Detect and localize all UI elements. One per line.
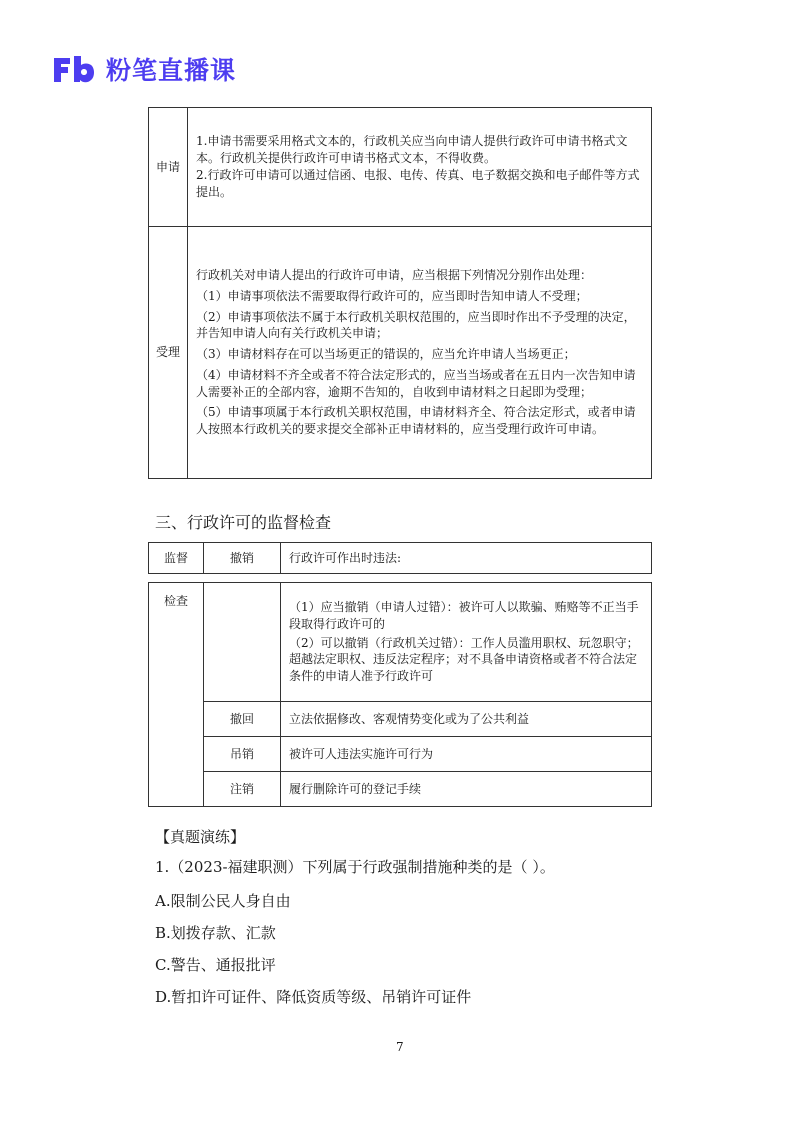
table-row: [149, 583, 652, 702]
question-text: 1.（2023-福建职测）下列属于行政强制措施种类的是（ ）。: [155, 858, 555, 876]
text-line: （1）应当撤销（申请人过错）：被许可人以欺骗、贿赂等不正当手段取得行政许可的: [289, 600, 639, 631]
cell: 吊销: [204, 737, 281, 772]
cell: [281, 583, 652, 702]
option-b: B.划拨存款、汇款: [155, 924, 276, 942]
cell: 立法依据修改、客观情势变化或为了公共利益: [281, 702, 652, 737]
cell: 行政许可作出时违法:: [281, 543, 652, 574]
table-row: [149, 702, 652, 737]
table-row: [149, 772, 652, 807]
row-content: [188, 108, 652, 227]
option-d: D.暂扣许可证件、降低资质等级、吊销许可证件: [155, 988, 472, 1006]
row-header: 检查: [149, 583, 204, 807]
text-line: 2.行政许可申请可以通过信函、电报、电传、传真、电子数据交换和电子邮件等方式提出。: [196, 168, 640, 199]
text-line: 1.申请书需要采用格式文本的，行政机关应当向申请人提供行政许可申请书格式文本。行政机关提供行政许可申请书格式文本，不得收费。: [196, 134, 628, 166]
inspection-table: [148, 582, 652, 807]
fb-logo-icon: [52, 54, 98, 84]
page-number: 7: [396, 1040, 404, 1054]
row-header: 申请: [149, 108, 188, 227]
cell: 注销: [204, 772, 281, 807]
supervision-table: [148, 542, 652, 574]
option-a: A.限制公民人身自由: [155, 892, 291, 910]
text-line: （4）申请材料不齐全或者不符合法定形式的，应当当场或者在五日内一次告知申请人需要补正的全部内容，逾期不告知的，自收到申请材料之日起即为受理；: [196, 367, 636, 399]
text-line: （2）申请事项依法不属于本行政机关职权范围的，应当即时作出不予受理的决定，并告知申请人向有关行政机关申请；: [196, 309, 636, 341]
table-row: [149, 737, 652, 772]
table-row: [149, 108, 652, 227]
cell: 监督: [149, 543, 204, 574]
row-content: [188, 227, 652, 479]
practice-title: 【真题演练】: [155, 828, 246, 846]
table-row: [149, 543, 652, 574]
text-line: （1）申请事项依法不需要取得行政许可的，应当即时告知申请人不受理；: [196, 288, 588, 303]
text-line: （2）可以撤销（行政机关过错）：工作人员滥用职权、玩忽职守；超越法定职权、违反法定程序；对不具备申请资格或者不符合法定条件的申请人准予行政许可: [289, 635, 639, 684]
text-line: 行政机关对申请人提出的行政许可申请，应当根据下列情况分别作出处理：: [196, 267, 593, 282]
cell: 撤回: [204, 702, 281, 737]
cell: 履行删除许可的登记手续: [281, 772, 652, 807]
text-line: （5）申请事项属于本行政机关职权范围，申请材料齐全、符合法定形式，或者申请人按照本行政机关的要求提交全部补正申请材料的，应当受理行政许可申请。: [196, 405, 636, 437]
section-title: 三、行政许可的监督检查: [155, 513, 332, 532]
row-header: 受理: [149, 227, 188, 479]
text-line: （3）申请材料存在可以当场更正的错误的，应当允许申请人当场更正；: [196, 347, 576, 362]
table-row: [149, 227, 652, 479]
brand-logo: [52, 52, 236, 86]
application-table: [148, 107, 652, 479]
cell: 撤销: [204, 543, 281, 574]
cell: [204, 583, 281, 702]
option-c: C.警告、通报批评: [155, 956, 276, 974]
cell: 被许可人违法实施许可行为: [281, 737, 652, 772]
brand-name: 粉笔直播课: [106, 56, 237, 85]
